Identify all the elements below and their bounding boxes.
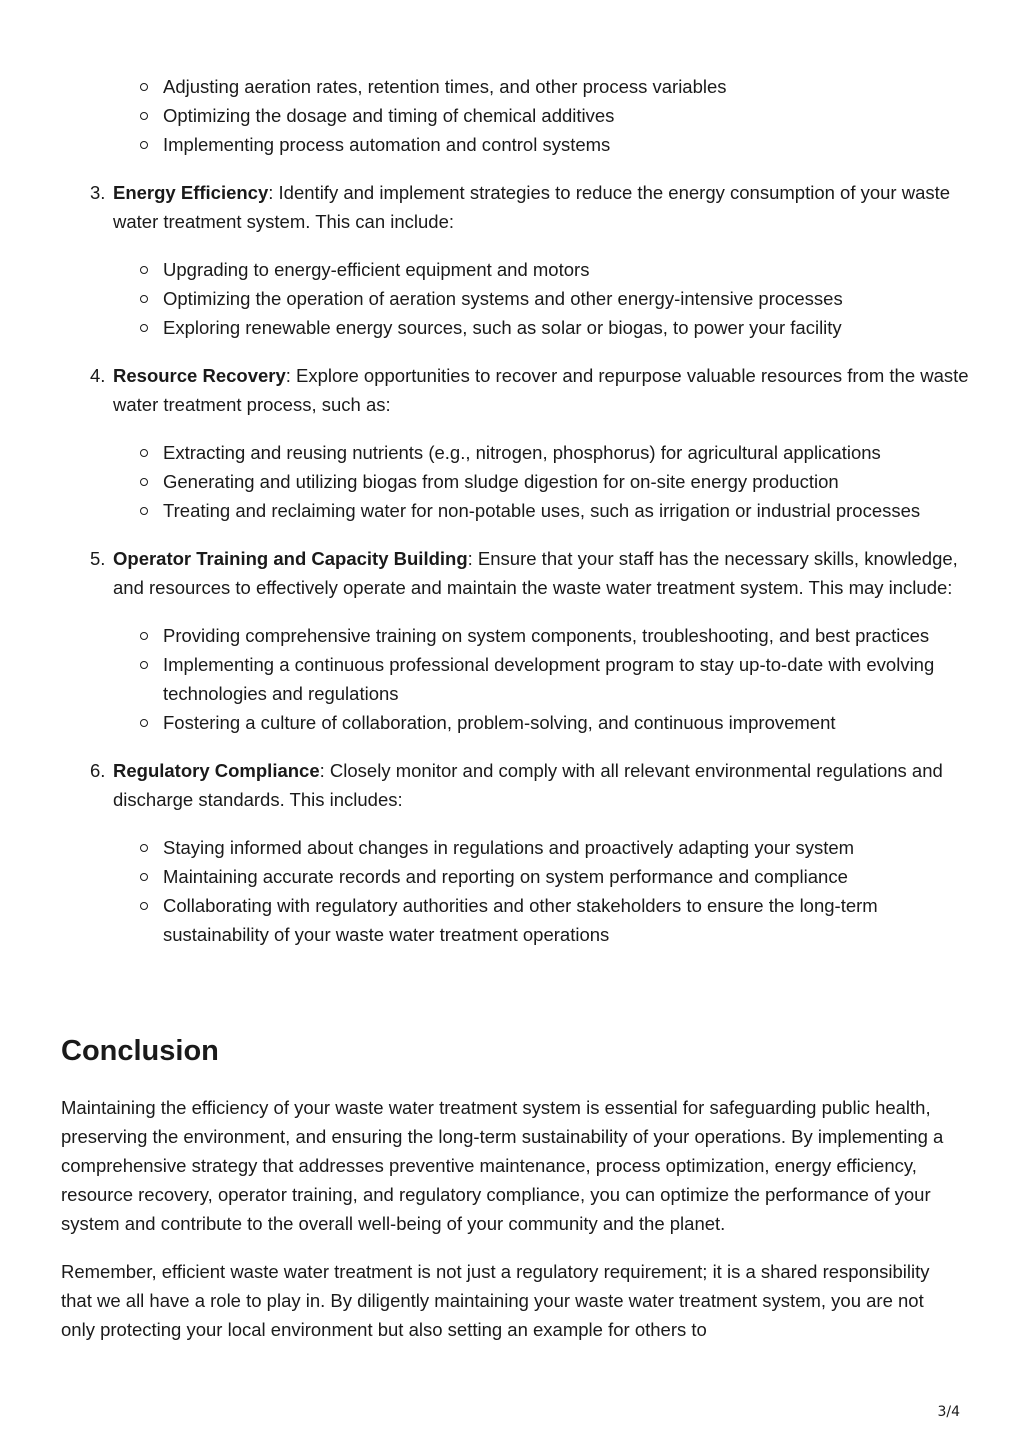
list-item: Generating and utilizing biogas from sludge digestion for on-site energy production bbox=[113, 467, 973, 496]
numbered-item-energy-efficiency bbox=[0, 178, 1024, 342]
bullet-list bbox=[113, 621, 973, 737]
list-item: Upgrading to energy-efficient equipment and motors bbox=[113, 255, 973, 284]
continued-bullet-list bbox=[113, 72, 973, 159]
conclusion-heading: Conclusion bbox=[61, 1035, 219, 1067]
list-item: Staying informed about changes in regulations and proactively adapting your system bbox=[113, 833, 973, 862]
page-number: 3/4 bbox=[937, 1404, 960, 1420]
item-description bbox=[113, 178, 973, 236]
list-item: Exploring renewable energy sources, such as solar or biogas, to power your facility bbox=[113, 313, 973, 342]
list-item: Optimizing the dosage and timing of chemical additives bbox=[113, 101, 973, 130]
item-title: Operator Training and Capacity Building bbox=[113, 548, 468, 569]
list-item: Providing comprehensive training on system components, troubleshooting, and best practices bbox=[113, 621, 973, 650]
item-number: 4. bbox=[90, 365, 106, 386]
numbered-item-regulatory-compliance bbox=[0, 756, 1024, 949]
list-item: Implementing a continuous professional development program to stay up-to-date with evolving technologies and regulations bbox=[113, 650, 973, 708]
item-text: : Ensure that your staff has the necessary skills, knowledge, and resources to effectively operate and maintain the waste water treatment system. This may include: bbox=[113, 548, 958, 598]
item-description bbox=[113, 544, 973, 602]
item-number: 6. bbox=[90, 760, 106, 781]
list-item: Adjusting aeration rates, retention times, and other process variables bbox=[113, 72, 973, 101]
bullet-list bbox=[113, 833, 973, 949]
numbered-item-operator-training bbox=[0, 544, 1024, 737]
item-description bbox=[113, 361, 973, 419]
bullet-list bbox=[113, 255, 973, 342]
list-item: Optimizing the operation of aeration systems and other energy-intensive processes bbox=[113, 284, 973, 313]
list-item: Maintaining accurate records and reporting on system performance and compliance bbox=[113, 862, 973, 891]
item-text: : Closely monitor and comply with all relevant environmental regulations and discharge standards. This includes: bbox=[113, 760, 943, 810]
list-item: Collaborating with regulatory authorities and other stakeholders to ensure the long-term sustainability of your waste water treatment operations bbox=[113, 891, 973, 949]
conclusion-paragraph: Maintaining the efficiency of your waste water treatment system is essential for safeguarding public health, preserving the environment, and ensuring the long-term sustainability of your operations. By implementing a comprehensive strategy that addresses preventive maintenance, process optimization, energy efficiency, resource recovery, operator training, and regulatory compliance, you can optimize the performance of your system and contribute to the overall well-being of your community and the planet. bbox=[61, 1097, 944, 1234]
numbered-list bbox=[0, 178, 1024, 968]
list-item: Extracting and reusing nutrients (e.g., nitrogen, phosphorus) for agricultural applications bbox=[113, 438, 973, 467]
numbered-item-resource-recovery bbox=[0, 361, 1024, 525]
list-item: Implementing process automation and control systems bbox=[113, 130, 973, 159]
item-number: 5. bbox=[90, 548, 106, 569]
closing-paragraph: Remember, efficient waste water treatment is not just a regulatory requirement; it is a shared responsibility that we all have a role to play in. By diligently maintaining your waste water treatment system, you are not only protecting your local environment but also setting an example for others to bbox=[61, 1261, 930, 1340]
list-item: Treating and reclaiming water for non-potable uses, such as irrigation or industrial processes bbox=[113, 496, 973, 525]
item-text: : Identify and implement strategies to reduce the energy consumption of your waste water treatment system. This can include: bbox=[113, 182, 951, 232]
item-title: Regulatory Compliance bbox=[113, 760, 320, 781]
item-text: : Explore opportunities to recover and repurpose valuable resources from the waste water treatment process, such as: bbox=[113, 365, 969, 415]
list-item: Fostering a culture of collaboration, problem-solving, and continuous improvement bbox=[113, 708, 973, 737]
item-title: Energy Efficiency bbox=[113, 182, 269, 203]
item-description bbox=[113, 756, 973, 814]
item-number: 3. bbox=[90, 182, 106, 203]
item-title: Resource Recovery bbox=[113, 365, 286, 386]
bullet-list bbox=[113, 438, 973, 525]
